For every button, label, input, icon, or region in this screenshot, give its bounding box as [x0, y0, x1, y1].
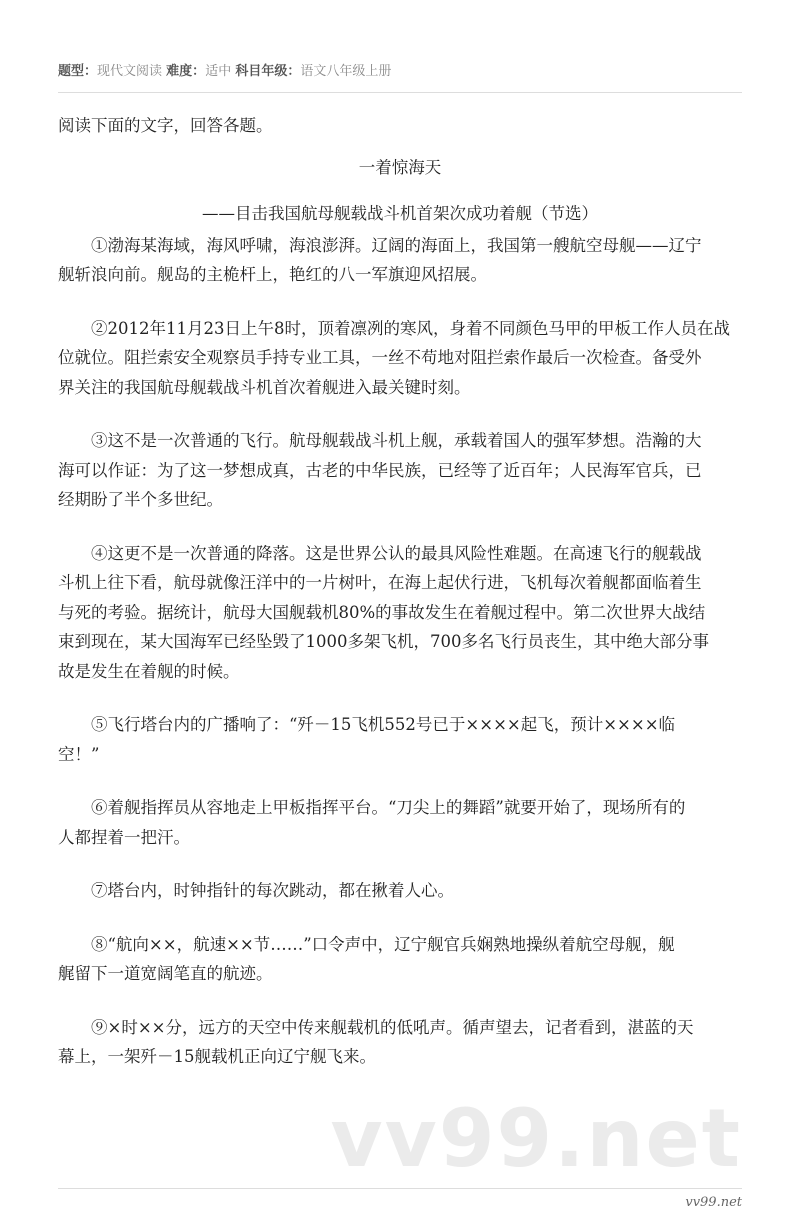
footer-divider — [58, 1188, 742, 1189]
paragraph-line: ④这更不是一次普通的降落。这是世界公认的最具风险性难题。在高速飞行的舰载战 — [58, 543, 702, 563]
paragraph-line: 位就位。阻拦索安全观察员手持专业工具，一丝不苟地对阻拦索作最后一次检查。备受外 — [58, 348, 702, 367]
paragraph-line: ⑤飞行塔台内的广播响了：“歼－15飞机552号已于××××起飞，预计××××临 — [58, 715, 676, 734]
header-divider — [58, 92, 742, 93]
paragraph-line: 束到现在，某大国海军已经坠毁了1000多架飞机，700多名飞行员丧生，其中绝大部分事 — [58, 632, 709, 651]
paragraph — [58, 314, 742, 403]
paragraphs — [58, 231, 742, 1072]
paragraph-line: ⑦塔台内，时钟指针的每次跳动，都在揪着人心。 — [58, 881, 454, 900]
grade-value: 语文八年级上册 — [300, 64, 392, 79]
page — [58, 0, 742, 1210]
paragraph-line: 舰斩浪向前。舰岛的主桅杆上，艳红的八一军旗迎风招展。 — [58, 265, 487, 284]
paragraph-line: ①渤海某海域，海风呼啸，海浪澎湃。辽阔的海面上，我国第一艘航空母舰——辽宁 — [58, 235, 702, 255]
question-meta — [58, 63, 742, 81]
paragraph-line: 与死的考验。据统计，航母大国舰载机80%的事故发生在着舰过程中。第二次世界大战结 — [58, 602, 706, 622]
footer-site: vv99.net — [685, 1194, 742, 1210]
paragraph — [58, 426, 742, 515]
paragraph-line: ⑧“航向××，航速××节……”口令声中，辽宁舰官兵娴熟地操纵着航空母舰，舰 — [58, 934, 675, 954]
paragraph-line: ②2012年11月23日上午8时，顶着凛冽的寒风，身着不同颜色马甲的甲板工作人员在战 — [58, 318, 730, 338]
article-title: 一着惊海天 — [358, 157, 442, 177]
article — [58, 111, 742, 1072]
paragraph-line: 艉留下一道宽阔笔直的航迹。 — [58, 964, 273, 983]
paragraph — [58, 231, 742, 290]
paragraph — [58, 930, 742, 989]
paragraph-line: 海可以作证：为了这一梦想成真，古老的中华民族，已经等了近百年；人民海军官兵，已 — [58, 460, 702, 480]
paragraph — [58, 1013, 742, 1072]
type-label: 题型： — [58, 64, 98, 79]
paragraph-line: 故是发生在着舰的时候。 — [58, 661, 240, 681]
article-subtitle: ——目击我国航母舰载战斗机首架次成功着舰（节选） — [202, 204, 598, 223]
paragraph — [58, 876, 742, 906]
watermark: vv99.net — [330, 1091, 742, 1185]
paragraph-line: ③这不是一次普通的飞行。航母舰载战斗机上舰，承载着国人的强军梦想。浩瀚的大 — [58, 431, 702, 450]
grade-label: 科目年级： — [235, 64, 301, 79]
paragraph — [58, 539, 742, 687]
difficulty-value: 适中 — [205, 64, 232, 79]
paragraph — [58, 793, 742, 852]
type-value: 现代文阅读 — [97, 64, 163, 79]
paragraph-line: 斗机上往下看，航母就像汪洋中的一片树叶，在海上起伏行进，飞机每次着舰都面临着生 — [58, 573, 702, 592]
paragraph-line: 空！” — [58, 744, 100, 764]
paragraph-line: 幕上，一架歼－15舰载机正向辽宁舰飞来。 — [58, 1047, 376, 1066]
paragraph-line: 界关注的我国航母舰载战斗机首次着舰进入最关键时刻。 — [58, 377, 471, 397]
paragraph-line: ⑥着舰指挥员从容地走上甲板指挥平台。“刀尖上的舞蹈”就要开始了，现场所有的 — [58, 798, 686, 817]
paragraph-line: ⑨×时××分，远方的天空中传来舰载机的低吼声。循声望去，记者看到，湛蓝的天 — [58, 1017, 694, 1037]
difficulty-label: 难度： — [166, 64, 206, 79]
paragraph-line: 人都捏着一把汗。 — [58, 827, 190, 847]
paragraph-line: 经期盼了半个多世纪。 — [58, 490, 223, 509]
instruction: 阅读下面的文字，回答各题。 — [58, 116, 273, 135]
paragraph — [58, 710, 742, 769]
